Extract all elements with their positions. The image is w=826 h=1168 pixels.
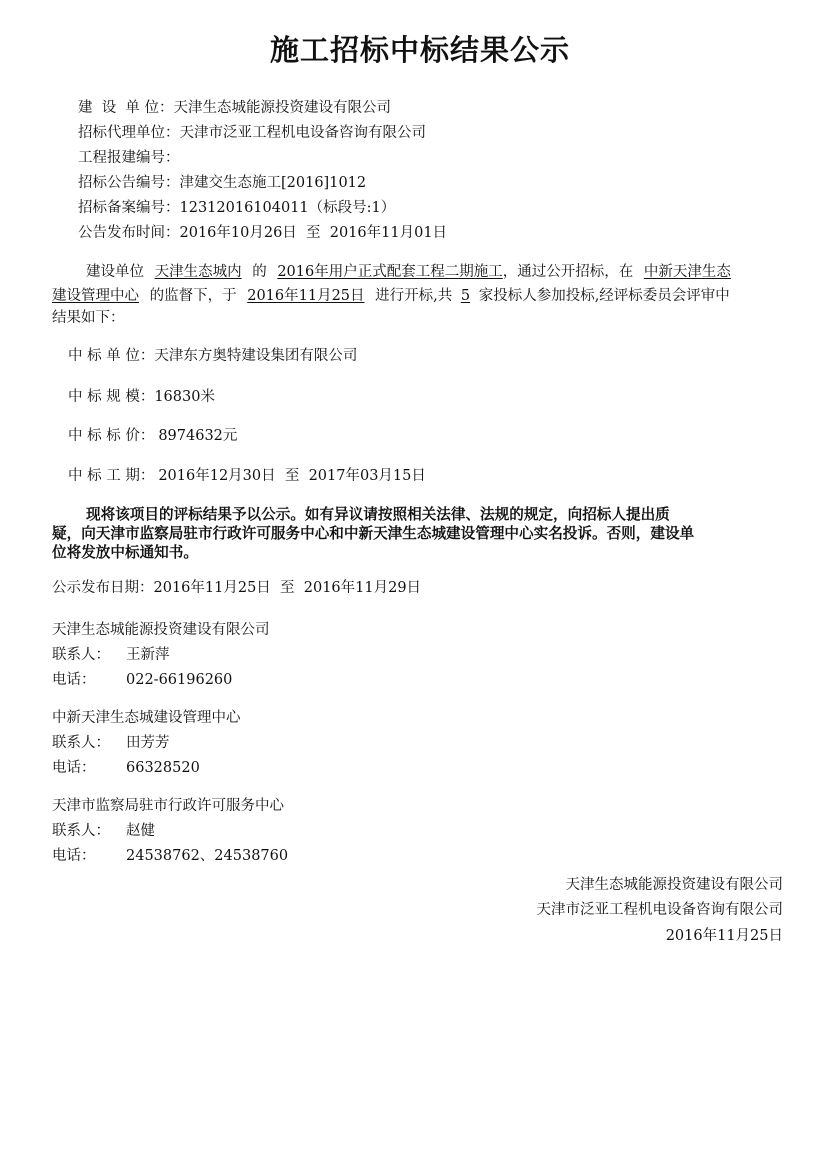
contact-person: 王新萍 [126,647,170,663]
notice-line-3: 位将发放中标通知书。 [52,544,198,561]
contact-phone-row [52,758,200,778]
contact-person-row [52,733,170,753]
result-value: 天津东方奥特建设集团有限公司 [154,348,358,364]
para-text: ，通过公开招标，在 [502,264,634,280]
result-label: 中 标 规 模： [68,389,155,405]
info-row-registration-no [78,148,180,168]
contact-phone-row [52,846,289,866]
contact-label: 电话： [52,760,96,776]
info-label: 公告发布时间： [78,225,180,241]
publish-period: 公示发布日期：2016年11月25日 至 2016年11月29日 [52,580,422,596]
contact-label: 联系人： [52,735,110,751]
info-label: 工程报建编号： [78,150,180,166]
supervisor-name: 中新天津生态 [643,264,731,280]
result-scale [68,387,215,407]
para-text: 进行开标,共 [375,288,453,304]
bidder-count: 5 [460,288,471,304]
paragraph-line-3: 结果如下： [52,310,125,326]
info-label: 建 设 单 位： [78,100,174,116]
info-value: 天津生态城能源投资建设有限公司 [173,100,392,116]
owner-name: 天津生态城内 [154,264,242,280]
info-label: 招标代理单位： [78,125,180,141]
info-row-owner [78,98,391,118]
signature-owner: 天津生态城能源投资建设有限公司 [565,877,783,893]
contact-org: 天津生态城能源投资建设有限公司 [52,622,270,638]
notice-line-1: 现将该项目的评标结果予以公示。如有异议请按照相关法律、法规的规定，向招标人提出质 [86,506,670,523]
para-text: 的监督下，于 [149,288,237,304]
contact-phone: 66328520 [126,760,200,776]
info-label: 招标公告编号： [78,175,180,191]
contact-person-row [52,645,170,665]
paragraph-line-2 [52,286,806,306]
contact-phone: 24538762、24538760 [126,848,289,864]
result-winner [68,346,357,366]
contact-person-row [52,821,155,841]
info-label: 招标备案编号： [78,200,180,216]
result-value: 16830米 [154,389,215,405]
info-value: 天津市泛亚工程机电设备咨询有限公司 [179,125,426,141]
signature-agent: 天津市泛亚工程机电设备咨询有限公司 [536,902,783,918]
result-label: 中 标 标 价： [68,428,155,444]
contact-label: 联系人： [52,823,110,839]
para-text: 建设单位 [86,264,144,280]
result-label: 中 标 单 位： [68,348,155,364]
result-label: 中 标 工 期： [68,468,155,484]
supervisor-name: 建设管理中心 [52,288,139,304]
opening-date: 2016年11月25日 [247,288,365,304]
info-value: 12312016104011（标段号:1） [179,200,396,216]
info-value: 津建交生态施工[2016]1012 [179,175,367,191]
result-value: 2016年12月30日 至 2017年03月15日 [158,468,426,484]
contact-label: 电话： [52,672,96,688]
contact-org: 天津市监察局驻市行政许可服务中心 [52,798,284,814]
contact-phone: 022-66196260 [126,672,233,688]
contact-label: 电话： [52,848,96,864]
info-row-filing-no [78,198,395,218]
paragraph-line-1 [86,262,806,282]
info-row-agent [78,123,426,143]
page-title: 施工招标中标结果公示 [269,33,570,67]
contact-person: 赵健 [126,823,155,839]
notice-line-2: 疑，向天津市监察局驻市行政许可服务中心和中新天津生态城建设管理中心实名投诉。否则，建设单 [52,525,695,542]
signature-date: 2016年11月25日 [665,928,783,944]
result-price [68,426,237,446]
para-text: 家投标人参加投标,经评标委员会评审中 [478,288,730,304]
result-period [68,466,426,486]
project-name: 2016年用户正式配套工程二期施工 [277,264,503,280]
info-value: 2016年10月26日 至 2016年11月01日 [179,225,448,241]
para-text: 的 [252,264,267,280]
contact-org: 中新天津生态城建设管理中心 [52,710,241,726]
info-row-publish-time [78,223,447,243]
contact-person: 田芳芳 [126,735,170,751]
result-value: 8974632元 [158,428,238,444]
contact-label: 联系人： [52,647,110,663]
info-row-announcement-no [78,173,366,193]
contact-phone-row [52,670,233,690]
